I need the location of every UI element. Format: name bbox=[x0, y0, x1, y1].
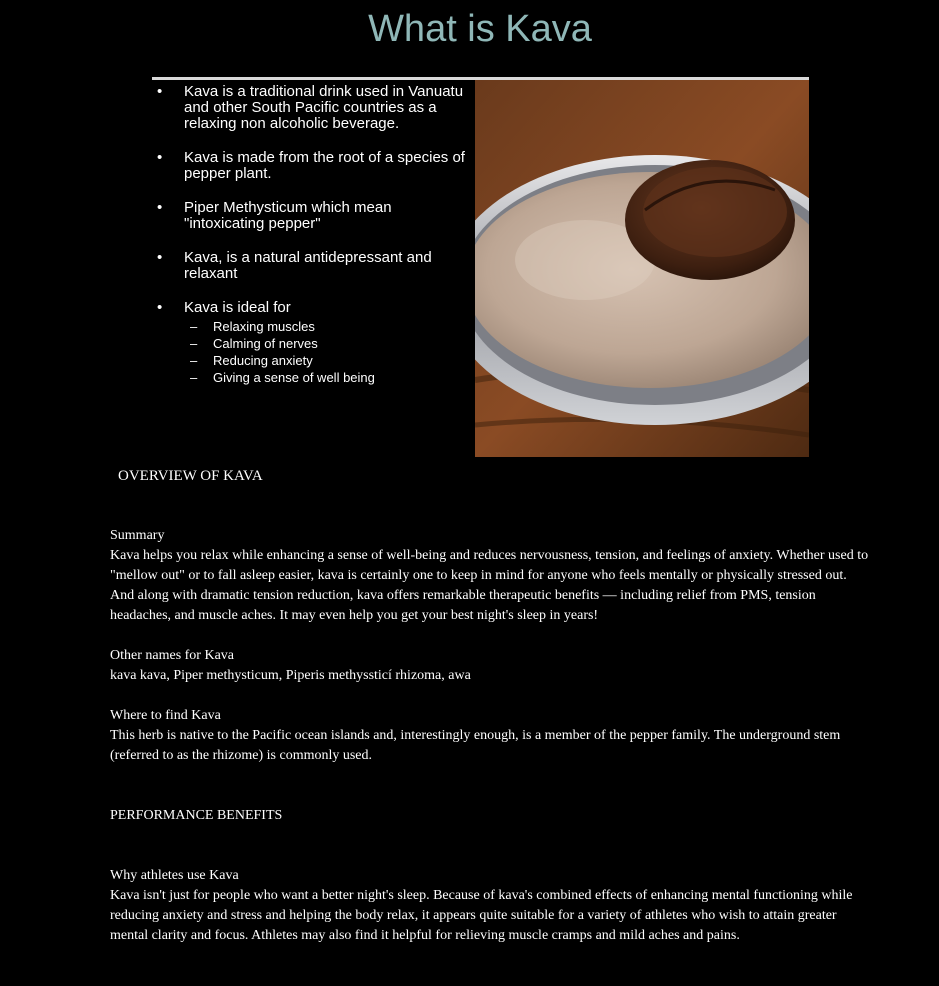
overview-heading: OVERVIEW OF KAVA bbox=[118, 468, 263, 484]
sub-bullet-item: – Giving a sense of well being bbox=[184, 369, 467, 386]
why-text: Kava isn't just for people who want a better night's sleep. Because of kava's combined effects of enhancing mental functioning while reducing anxiety and stress and helping the body relax, it appears quite suitable for a variety of athletes who wish to attain greater mental clarity and focus. Athletes may also find it helpful for relieving muscle cramps and mild aches and pains. bbox=[110, 888, 853, 943]
where-heading: Where to find Kava bbox=[110, 708, 221, 723]
ideal-for-list bbox=[184, 318, 467, 386]
slide-bullet-list bbox=[157, 84, 467, 404]
bullet-text: Kava, is a natural antidepressant and relaxant bbox=[184, 249, 432, 282]
summary-section bbox=[110, 526, 870, 626]
where-text: This herb is native to the Pacific ocean islands and, interestingly enough, is a member of the pepper family. The underground stem (referred to as the rhizome) is commonly used. bbox=[110, 728, 841, 763]
bullet-item bbox=[157, 200, 467, 232]
summary-heading: Summary bbox=[110, 528, 165, 543]
performance-heading: PERFORMANCE BENEFITS bbox=[110, 808, 283, 823]
bullet-text: Kava is a traditional drink used in Vanuatu and other South Pacific countries as a relaxing non alcoholic beverage. bbox=[184, 83, 464, 132]
kava-slide bbox=[0, 0, 939, 462]
bullet-text: Kava is ideal for bbox=[184, 299, 291, 316]
sub-bullet-item: – Reducing anxiety bbox=[184, 352, 467, 369]
bullet-item bbox=[157, 250, 467, 282]
bullet-item bbox=[157, 300, 467, 386]
bullet-item bbox=[157, 84, 467, 132]
other-names-text: kava kava, Piper methysticum, Piperis methyssticí rhizoma, awa bbox=[110, 668, 471, 683]
sub-bullet-item: – Calming of nerves bbox=[184, 335, 467, 352]
sub-bullet-item: – Relaxing muscles bbox=[184, 318, 467, 335]
kava-bowl-image bbox=[475, 80, 809, 457]
summary-text: Kava helps you relax while enhancing a sense of well-being and reduces nervousness, tension, and feelings of anxiety. Whether used to "mellow out" or to fall asleep easier, kava is certainly one to keep in mind for anyone who feels mentally or physically stressed out. And along with dramatic tension reduction, kava offers remarkable therapeutic benefits — including relief from PMS, tension headaches, and muscle aches. It may even help you get your best night's sleep in years! bbox=[110, 548, 869, 623]
why-heading: Why athletes use Kava bbox=[110, 868, 239, 883]
performance-section bbox=[110, 806, 870, 826]
why-athletes-section bbox=[110, 866, 870, 946]
slide-title: What is Kava bbox=[368, 8, 592, 50]
other-names-heading: Other names for Kava bbox=[110, 648, 235, 663]
bullet-item bbox=[157, 150, 467, 182]
bullet-text: Piper Methysticum which mean "intoxicating pepper" bbox=[184, 199, 392, 232]
bullet-text: Kava is made from the root of a species of pepper plant. bbox=[184, 149, 465, 182]
kava-bowl-photo bbox=[475, 80, 809, 457]
other-names-section bbox=[110, 646, 870, 686]
where-section bbox=[110, 706, 870, 766]
